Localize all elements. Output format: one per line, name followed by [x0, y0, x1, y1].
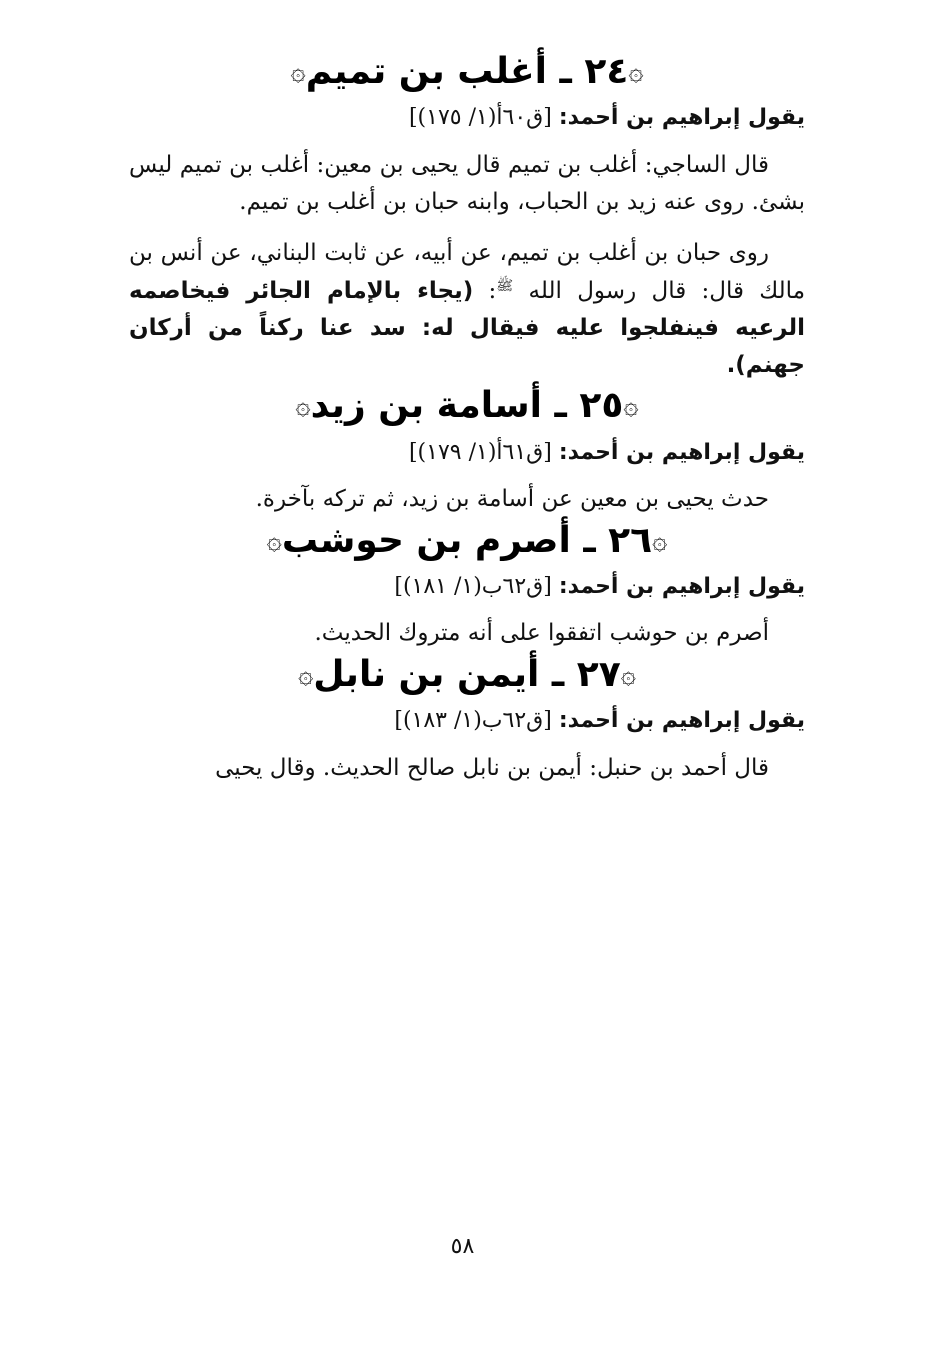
- ornament-icon: ۞: [620, 659, 636, 690]
- source-line: [129, 706, 805, 736]
- source-reference: [ق٦١أ(١/ ١٧٩)]: [408, 439, 552, 465]
- page-number: ٥٨: [450, 1234, 475, 1259]
- entry-title: ۞٢٥ ـ أسامة بن زيد۞: [295, 385, 639, 427]
- ornament-icon: ۞: [652, 525, 668, 556]
- entry-24: [129, 50, 805, 384]
- hadith-text: (يجاء بالإمام الجائر فيخاصمه الرعيه فينفلجوا عليه فيقال له: سد عنا ركناً من أركان جهنم).: [129, 277, 805, 379]
- ornament-icon: ۞: [298, 659, 314, 690]
- source-label: يقول إبراهيم بن أحمد:: [558, 707, 805, 733]
- source-reference: [ق٦٠أ(١/ ١٧٥)]: [408, 105, 552, 131]
- ornament-icon: ۞: [266, 525, 282, 556]
- text-column: [129, 50, 805, 787]
- body-paragraph: قال الساجي: أغلب بن تميم قال يحيى بن معين: أغلب بن تميم ليس بشئ. روى عنه زيد بن الحباب، وابنه حبان بن أغلب بن تميم.: [129, 151, 805, 216]
- source-label: يقول إبراهيم بن أحمد:: [558, 573, 805, 599]
- source-reference: [ق٦٢ب(١/ ١٨١)]: [394, 573, 552, 599]
- source-label: يقول إبراهيم بن أحمد:: [558, 105, 805, 131]
- hadith-intro: روى حبان بن أغلب بن تميم، عن أبيه، عن ثابت البناني، عن أنس بن مالك قال: قال رسول الله: [129, 240, 806, 304]
- entry-title: ۞٢٦ ـ أصرم بن حوشب۞: [266, 519, 668, 561]
- entry-title: ۞٢٤ ـ أغلب بن تميم۞: [290, 51, 644, 92]
- source-line: [129, 572, 805, 602]
- source-line: [129, 103, 805, 133]
- ornament-icon: ۞: [628, 57, 644, 87]
- source-label: يقول إبراهيم بن أحمد:: [558, 439, 805, 465]
- source-line: [129, 438, 805, 468]
- body-paragraph: قال أحمد بن حنبل: أيمن بن نابل صالح الحديث. وقال يحيى: [215, 754, 769, 781]
- ornament-icon: ۞: [290, 57, 306, 87]
- source-reference: [ق٦٢ب(١/ ١٨٣)]: [394, 707, 552, 733]
- body-paragraph: أصرم بن حوشب اتفقوا على أنه متروك الحديث.: [314, 620, 769, 647]
- entry-26: [129, 519, 805, 653]
- entry-title: ۞٢٧ ـ أيمن بن نابل۞: [298, 653, 636, 695]
- ornament-icon: ۞: [295, 391, 311, 422]
- ornament-icon: ۞: [623, 391, 639, 422]
- hadith-paragraph: روى حبان بن أغلب بن تميم، عن أبيه، عن ثابت البناني، عن أنس بن مالك قال: قال رسول الله $^ﷺ$: (يجاء بالإمام الجائر فيخاصمه الرعيه فينفلجوا عليه فيقال له: سد عنا ركناً من أركان جهنم).: [129, 240, 806, 379]
- body-paragraph: حدث يحيى بن معين عن أسامة بن زيد، ثم تركه بآخرة.: [255, 486, 769, 513]
- entry-27: [129, 653, 805, 787]
- entry-25: [129, 384, 805, 518]
- honorific-icon: ﷺ: [496, 277, 514, 294]
